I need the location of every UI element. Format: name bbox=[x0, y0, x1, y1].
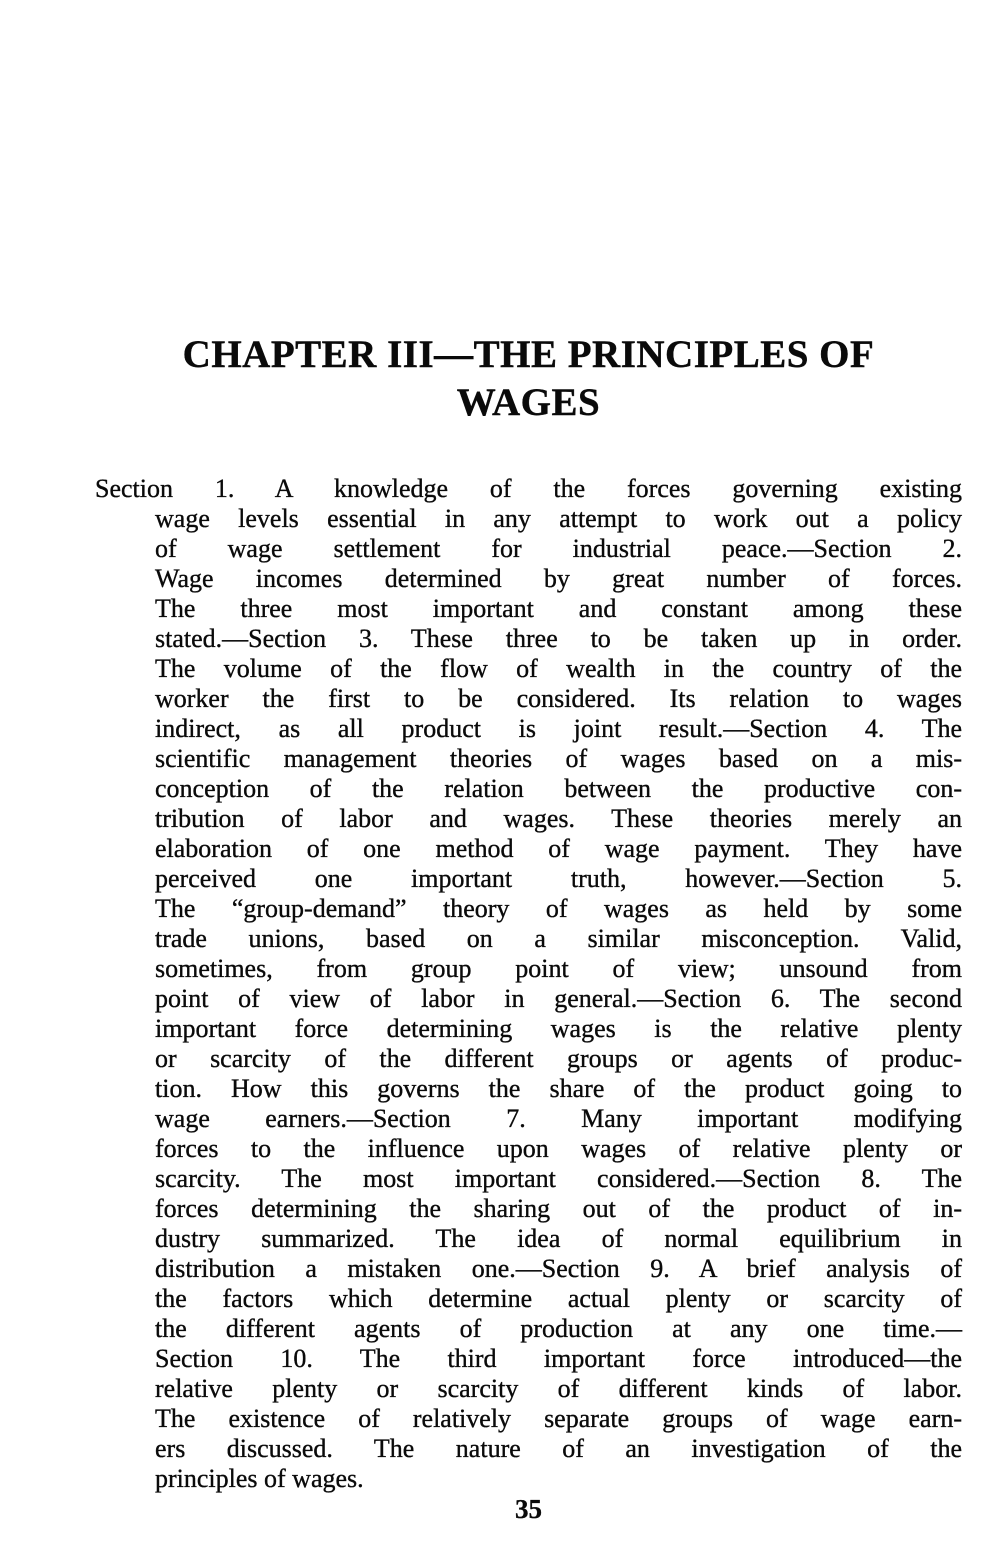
synopsis-line: The “group-demand” theory of wages as held by some bbox=[155, 894, 962, 923]
synopsis-line: The existence of relatively separate groups of wage earn- bbox=[155, 1404, 962, 1433]
synopsis-line: worker the first to be considered. Its relation to wages bbox=[155, 684, 962, 713]
synopsis-line: indirect, as all product is joint result.—Section 4. The bbox=[155, 714, 962, 743]
page-number: 35 bbox=[515, 1494, 542, 1524]
synopsis-line: The three most important and constant among these bbox=[155, 594, 962, 623]
synopsis-line: principles of wages. bbox=[155, 1464, 364, 1493]
synopsis-line: the different agents of production at any one time.— bbox=[155, 1314, 962, 1343]
chapter-synopsis bbox=[95, 474, 962, 1494]
synopsis-line: important force determining wages is the relative plenty bbox=[155, 1014, 962, 1043]
synopsis-line: forces to the influence upon wages of relative plenty or bbox=[155, 1134, 962, 1163]
synopsis-line: wage earners.—Section 7. Many important modifying bbox=[155, 1104, 962, 1133]
synopsis-line: dustry summarized. The idea of normal equilibrium in bbox=[155, 1224, 962, 1253]
synopsis-line: trade unions, based on a similar misconception. Valid, bbox=[155, 924, 962, 953]
synopsis-line: of wage settlement for industrial peace.—Section 2. bbox=[155, 534, 962, 563]
synopsis-line: tion. How this governs the share of the product going to bbox=[155, 1074, 962, 1103]
synopsis-line: stated.—Section 3. These three to be taken up in order. bbox=[155, 624, 962, 653]
synopsis-line: scientific management theories of wages based on a mis- bbox=[155, 744, 962, 773]
synopsis-line: sometimes, from group point of view; unsound from bbox=[155, 954, 962, 983]
synopsis-line: Section 1. A knowledge of the forces governing existing bbox=[95, 474, 962, 503]
synopsis-line: point of view of labor in general.—Section 6. The second bbox=[155, 984, 962, 1013]
synopsis-line: tribution of labor and wages. These theories merely an bbox=[155, 804, 962, 833]
synopsis-line: Wage incomes determined by great number of forces. bbox=[155, 564, 962, 593]
synopsis-line: scarcity. The most important considered.—Section 8. The bbox=[155, 1164, 962, 1193]
synopsis-line: conception of the relation between the productive con- bbox=[155, 774, 962, 803]
synopsis-line: forces determining the sharing out of the product of in- bbox=[155, 1194, 962, 1223]
synopsis-line: elaboration of one method of wage payment. They have bbox=[155, 834, 962, 863]
synopsis-line: perceived one important truth, however.—Section 5. bbox=[155, 864, 962, 893]
synopsis-line: Section 10. The third important force introduced—the bbox=[155, 1344, 962, 1373]
chapter-heading-line-2: WAGES bbox=[456, 381, 601, 424]
synopsis-line: ers discussed. The nature of an investigation of the bbox=[155, 1434, 962, 1463]
synopsis-line: or scarcity of the different groups or agents of produc- bbox=[155, 1044, 962, 1073]
synopsis-line: distribution a mistaken one.—Section 9. A brief analysis of bbox=[155, 1254, 962, 1283]
synopsis-line: The volume of the flow of wealth in the country of the bbox=[155, 654, 962, 683]
synopsis-line: the factors which determine actual plenty or scarcity of bbox=[155, 1284, 962, 1313]
chapter-heading bbox=[95, 331, 962, 427]
synopsis-line: relative plenty or scarcity of different kinds of labor. bbox=[155, 1374, 962, 1403]
chapter-heading-line-1: CHAPTER III—THE PRINCIPLES OF bbox=[182, 333, 875, 376]
synopsis-line: wage levels essential in any attempt to work out a policy bbox=[155, 504, 962, 533]
